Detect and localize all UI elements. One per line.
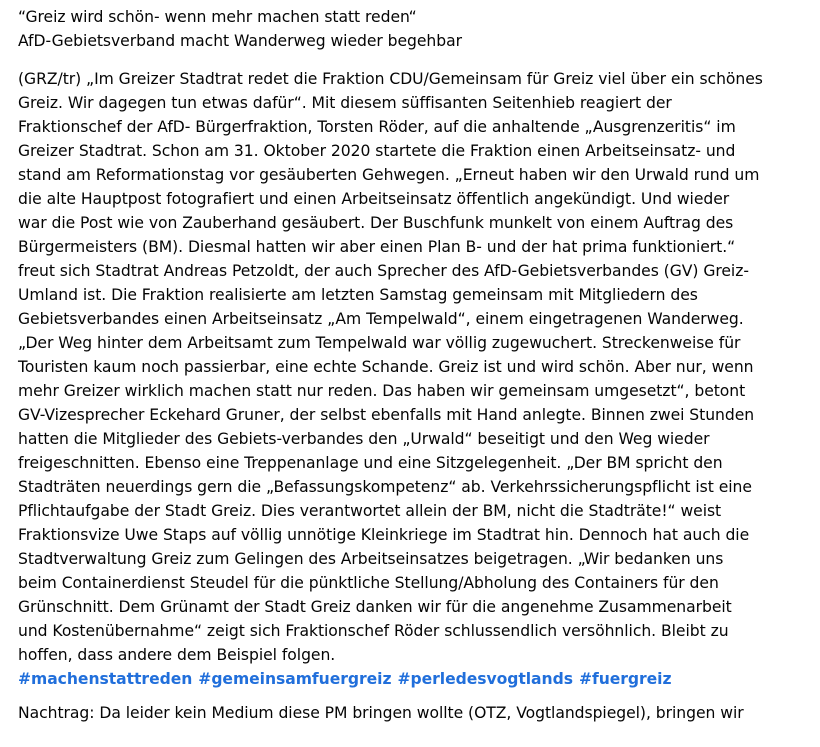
hashtag-fuergreiz[interactable]: #fuergreiz <box>578 670 672 688</box>
hashtag-machenstattreden[interactable]: #machenstattreden <box>18 670 193 688</box>
body-line: war die Post wie von Zauberhand gesäubert. Der Buschfunk munkelt von einem Auftrag des <box>18 214 734 232</box>
body-line: (GRZ/tr) „Im Greizer Stadtrat redet die Fraktion CDU/Gemeinsam für Greiz viel über ein schönes <box>18 70 763 88</box>
body-line: Gebietsverbandes einen Arbeitseinsatz „Am Tempelwald“, einem eingetragenen Wanderweg. <box>18 310 744 328</box>
hashtag-list <box>18 667 808 691</box>
body-line: Stadtverwaltung Greiz zum Gelingen des Arbeitseinsatzes beigetragen. „Wir bedanken uns <box>18 550 724 568</box>
body-line: Fraktionschef der AfD- Bürgerfraktion, Torsten Röder, auf die anhaltende „Ausgrenzeritis“ im <box>18 118 736 136</box>
body-line: freigeschnitten. Ebenso eine Treppenanlage und eine Sitzgelegenheit. „Der BM spricht den <box>18 454 723 472</box>
addendum-line: Nachtrag: Da leider kein Medium diese PM bringen wollte (OTZ, Vogtlandspiegel), bringen wir <box>18 704 744 722</box>
hashtag-gemeinsamfuergreiz[interactable]: #gemeinsamfuergreiz <box>198 670 392 688</box>
body-line: hoffen, dass andere dem Beispiel folgen. <box>18 646 336 664</box>
body-line: beim Containerdienst Steudel für die pünktliche Stellung/Abholung des Containers für den <box>18 574 719 592</box>
post-headline <box>18 5 808 53</box>
body-line: die alte Hauptpost fotografiert und einen Arbeitseinsatz öffentlich angekündigt. Und wieder <box>18 190 730 208</box>
body-line: hatten die Mitglieder des Gebiets-verbandes den „Urwald“ beseitigt und den Weg wieder <box>18 430 710 448</box>
post-content <box>18 0 808 725</box>
body-line: GV-Vizesprecher Eckehard Gruner, der selbst ebenfalls mit Hand anlegte. Binnen zwei Stunden <box>18 406 755 424</box>
body-line: Grünschnitt. Dem Grünamt der Stadt Greiz danken wir für die angenehme Zusammenarbeit <box>18 598 732 616</box>
body-line: Stadträten neuerdings gern die „Befassungskompetenz“ ab. Verkehrssicherungspflicht ist eine <box>18 478 752 496</box>
body-line: Touristen kaum noch passierbar, eine echte Schande. Greiz ist und wird schön. Aber nur, wenn <box>18 358 754 376</box>
body-line: Greizer Stadtrat. Schon am 31. Oktober 2020 startete die Fraktion einen Arbeitseinsatz- und <box>18 142 736 160</box>
hashtag-perledesvogtlands[interactable]: #perledesvogtlands <box>397 670 573 688</box>
body-line: Pflichtaufgabe der Stadt Greiz. Dies verantwortet allein der BM, nicht die Stadträte!“ weist <box>18 502 722 520</box>
headline-line: “Greiz wird schön- wenn mehr machen statt reden“ <box>18 8 417 26</box>
body-line: Greiz. Wir dagegen tun etwas dafür“. Mit diesem süffisanten Seitenhieb reagiert der <box>18 94 672 112</box>
post-addendum <box>18 701 808 725</box>
body-line: Umland ist. Die Fraktion realisierte am letzten Samstag gemeinsam mit Mitgliedern des <box>18 286 698 304</box>
body-line: stand am Reformationstag vor gesäuberten Gehwegen. „Erneut haben wir den Urwald rund um <box>18 166 760 184</box>
headline-line: AfD-Gebietsverband macht Wanderweg wieder begehbar <box>18 32 462 50</box>
body-line: Bürgermeisters (BM). Diesmal hatten wir aber einen Plan B- und der hat prima funktioniert.“ <box>18 238 736 256</box>
body-line: mehr Greizer wirklich machen statt nur reden. Das haben wir gemeinsam umgesetzt“, betont <box>18 382 746 400</box>
body-line: freut sich Stadtrat Andreas Petzoldt, der auch Sprecher des AfD-Gebietsverbandes (GV) Greiz- <box>18 262 749 280</box>
post-body <box>18 67 808 691</box>
body-line: Fraktionsvize Uwe Staps auf völlig unnötige Kleinkriege im Stadtrat hin. Dennoch hat auch die <box>18 526 750 544</box>
body-line: und Kostenübernahme“ zeigt sich Fraktionschef Röder schlussendlich versöhnlich. Bleibt zu <box>18 622 729 640</box>
body-line: „Der Weg hinter dem Arbeitsamt zum Tempelwald war völlig zugewuchert. Streckenweise für <box>18 334 741 352</box>
